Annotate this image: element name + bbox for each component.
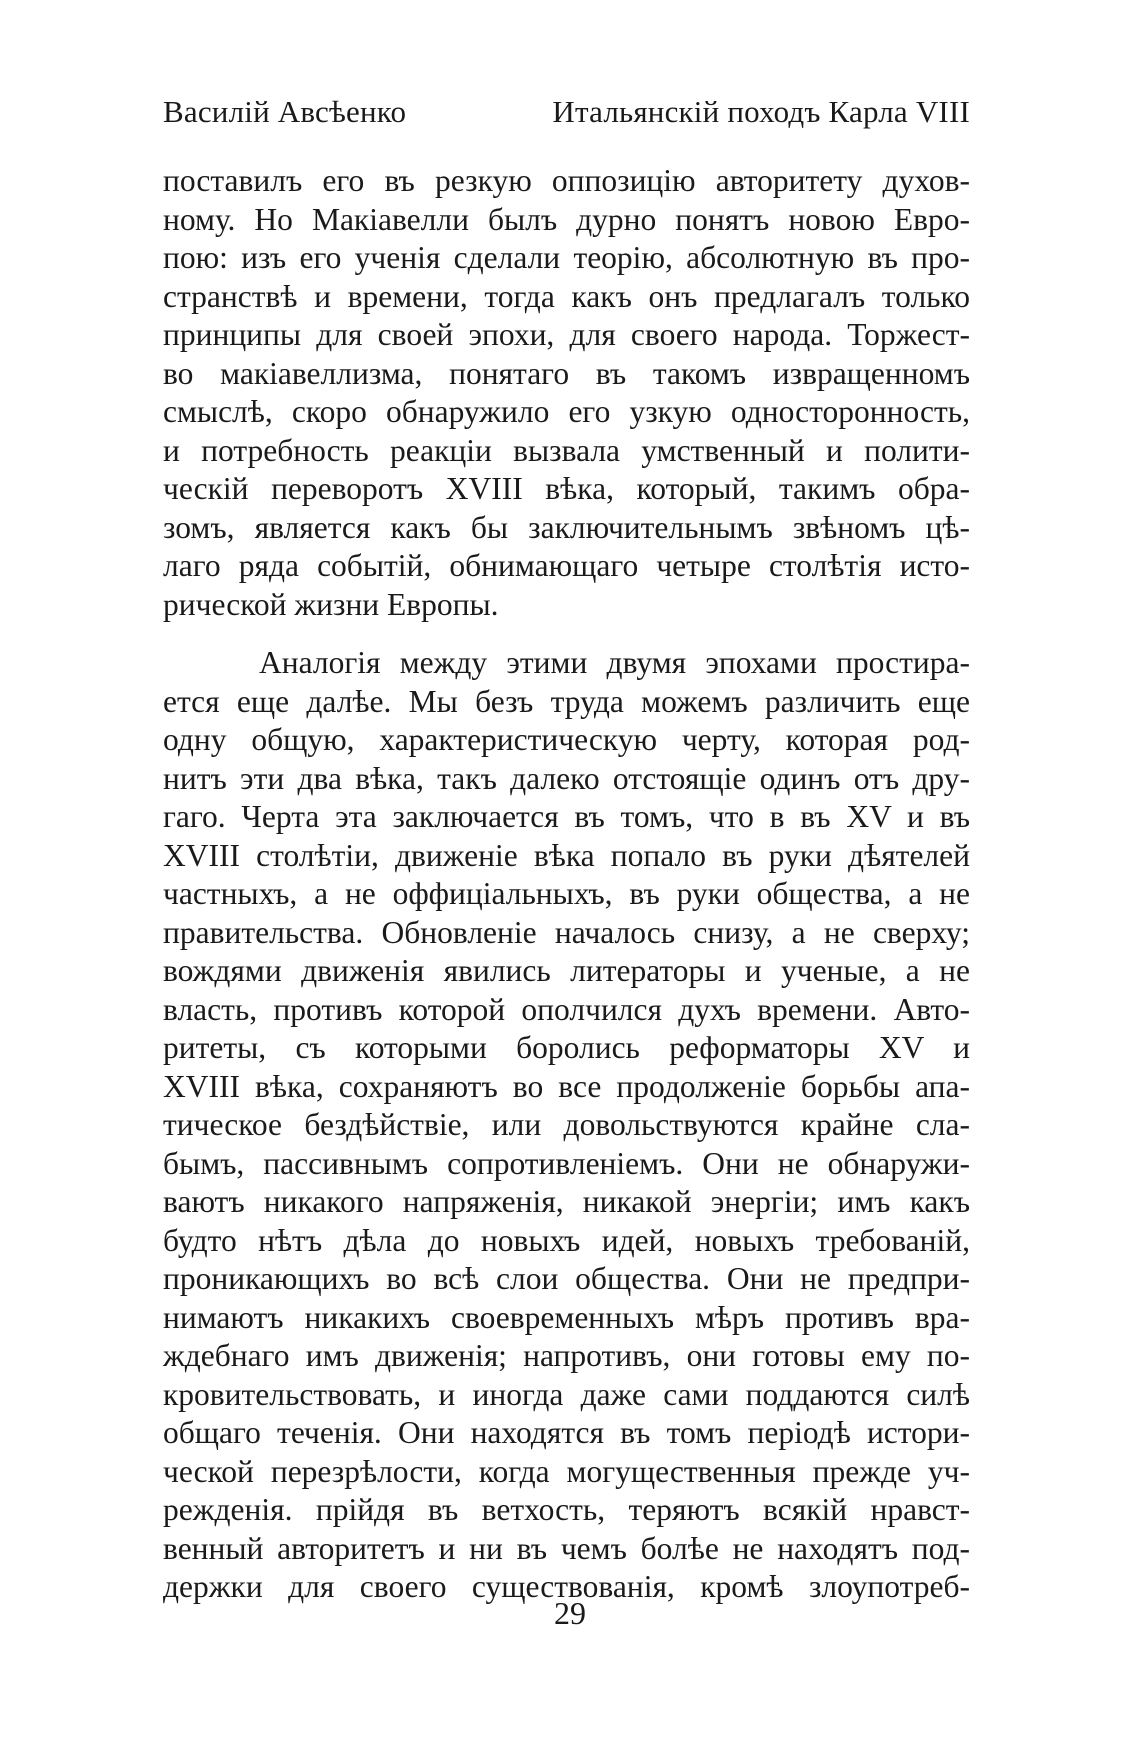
running-head-author: Василій Авсѣенко: [163, 94, 407, 129]
text-line: бымъ, пассивнымъ сопротивленіемъ. Они не обнаружи-: [163, 1145, 970, 1181]
text-line: смыслѣ, скоро обнаружило его узкую односторонность,: [163, 394, 970, 429]
text-line: XVIII вѣка, сохраняютъ во все продолженіе борьбы апа-: [163, 1068, 970, 1104]
text-line: странствѣ и времени, тогда какъ онъ предлагалъ только: [163, 278, 970, 314]
text-line: рической жизни Европы.: [163, 586, 499, 622]
text-line: будто нѣтъ дѣла до новыхъ идей, новыхъ требованій,: [163, 1222, 970, 1258]
text-line: ному. Но Макіавелли былъ дурно понятъ новою Евро-: [163, 201, 970, 237]
text-line: правительства. Обновленіе началось снизу, а не сверху;: [163, 914, 970, 950]
text-line: принципы для своей эпохи, для своего народа. Торжест-: [163, 317, 970, 352]
text-line: ческій переворотъ XVIII вѣка, который, такимъ обра-: [163, 471, 970, 506]
text-line: нитъ эти два вѣка, такъ далеко отстоящіе одинъ отъ дру-: [163, 760, 970, 796]
text-line: кровительствовать, и иногда даже сами поддаются силѣ: [163, 1376, 970, 1412]
text-line: пою: изъ его ученія сделали теорію, абсолютную въ про-: [163, 240, 970, 275]
text-line: частныхъ, а не оффиціальныхъ, въ руки общества, а не: [163, 876, 970, 911]
text-line: гаго. Черта эта заключается въ томъ, что в въ XV и въ: [163, 799, 970, 834]
text-line: держки для своего существованія, кромѣ злоупотреб-: [163, 1569, 970, 1604]
text-line: ваютъ никакого напряженія, никакой энергіи; имъ какъ: [163, 1184, 970, 1219]
text-line: общаго теченія. Они находятся въ томъ періодѣ истори-: [163, 1415, 970, 1450]
paragraph-1: [163, 162, 970, 624]
text-line: нимаютъ никакихъ своевременныхъ мѣръ противъ вра-: [163, 1299, 970, 1335]
paragraph-2: [163, 644, 970, 1607]
text-line: зомъ, является какъ бы заключительнымъ звѣномъ цѣ-: [163, 509, 970, 545]
text-line: ческой перезрѣлости, когда могущественныя прежде уч-: [163, 1453, 970, 1489]
running-head: [163, 96, 970, 127]
text-line: Аналогія между этими двумя эпохами простира-: [259, 645, 970, 680]
text-line: режденія. прійдя въ ветхость, теряютъ всякій нравст-: [163, 1492, 970, 1527]
text-line: ется еще далѣе. Мы безъ труда можемъ различить еще: [163, 683, 970, 719]
text-line: ждебнаго имъ движенія; напротивъ, они готовы ему по-: [163, 1338, 970, 1373]
text-line: власть, противъ которой ополчился духъ времени. Авто-: [163, 991, 970, 1027]
text-line: ритеты, съ которыми боролись реформаторы XV и: [163, 1030, 970, 1065]
running-head-title: Итальянскій походъ Карла VIII: [552, 94, 970, 129]
text-line: во макіавеллизма, понятаго въ такомъ извращенномъ: [163, 355, 970, 391]
text-line: XVIII столѣтіи, движеніе вѣка попало въ руки дѣятелей: [163, 837, 970, 873]
text-line: лаго ряда событій, обнимающаго четыре столѣтія исто-: [163, 548, 970, 583]
page-number: 29: [554, 1595, 586, 1631]
text-line: одну общую, характеристическую черту, которая род-: [163, 722, 970, 757]
text-line: вождями движенія явились литераторы и ученые, а не: [163, 953, 970, 988]
text-line: венный авторитетъ и ни въ чемъ болѣе не находятъ под-: [163, 1530, 970, 1566]
text-line: проникающихъ во всѣ слои общества. Они не предпри-: [163, 1261, 970, 1296]
text-line: поставилъ его въ резкую оппозицію авторитету духов-: [163, 163, 970, 198]
body-text: [163, 162, 970, 1607]
text-line: тическое бездѣйствіе, или довольствуются крайне сла-: [163, 1107, 970, 1142]
text-line: и потребность реакціи вызвала умственный и полити-: [163, 432, 970, 468]
